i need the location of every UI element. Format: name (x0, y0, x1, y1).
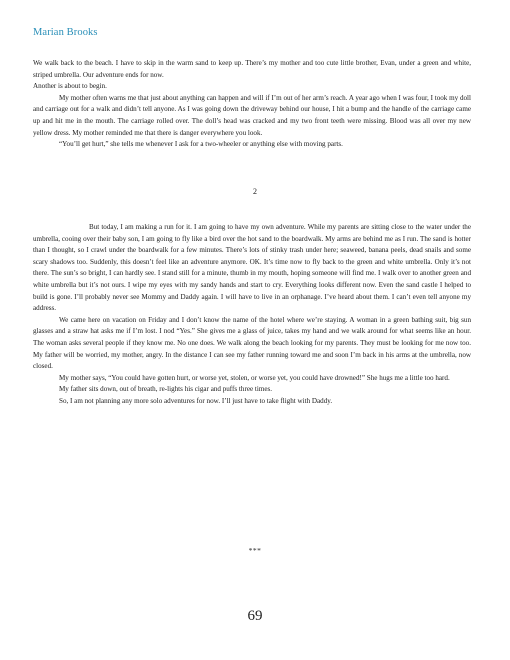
text-block-2 (33, 222, 471, 408)
page-number: 69 (247, 608, 263, 624)
paragraph: My mother often warns me that just about anything can happen and will if I’m out of her arm’s reach. A year ago when I was four, I took my doll and carriage out for a walk and didn’t tell anyone. As I was going down the driveway behind our house, I hit a bump and the handle of the carriage came up and hit me in the mouth. The carriage rolled over. The doll’s head was cracked and my two front teeth were missing. Blood was all over my new yellow dress. My mother reminded me that there is danger everywhere you look. (33, 93, 471, 137)
text-block-1 (33, 58, 471, 151)
paragraph: My father sits down, out of breath, re-lights his cigar and puffs three times. (59, 385, 273, 394)
paragraph: We walk back to the beach. I have to skip in the warm sand to keep up. There’s my mother and too cute little brother, Evan, under a green and white, striped umbrella. Our adventure ends for now. (33, 59, 471, 79)
paragraph: But today, I am making a run for it. I am going to have my own adventure. While my parents are sitting close to the water under the umbrella, cooing over their baby son, I am going to fly like a bird over the hot sand to the boardwalk. My arms are behind me as I run. The sand is hotter than I thought, so I crawl under the boardwalk for a few minutes. There’s lots of stinky trash under here; seaweed, banana peels, dead snails and some scary shadows too. Suddenly, this doesn’t feel like an adventure anymore. OK. It’s time now to fly back to the green and white umbrella. Only it’s not there. The sun’s so bright, I can hardly see. I stand still for a minute, thumb in my mouth, hoping someone will find me. I walk over to another green and white umbrella but it’s not ours. I wipe my eyes with my sandy hands and start to cry. Everything looks different now. Even the sand castle I helped to build is gone. I’ll probably never see Mommy and Daddy again. I will have to live in an orphanage. I’ve heard about them. I can’t even tell anyone my address. (33, 223, 471, 313)
running-header-author: Marian Brooks (33, 27, 98, 38)
paragraph: My mother says, “You could have gotten hurt, or worse yet, stolen, or worse yet, you could have drowned!” She hugs me a little too hard. (59, 373, 450, 382)
section-number: 2 (253, 187, 257, 196)
scene-separator: *** (248, 546, 262, 555)
paragraph: So, I am not planning any more solo adventures for now. I’ll just have to take flight with Daddy. (59, 396, 333, 405)
paragraph: “You’ll get hurt,” she tells me whenever I ask for a two-wheeler or anything else with moving parts. (59, 140, 343, 149)
paragraph: Another is about to begin. (33, 82, 107, 91)
paragraph: We came here on vacation on Friday and I don’t know the name of the hotel where we’re staying. A woman in a green bathing suit, big sun glasses and a straw hat asks me if I’m lost. I nod “Yes.” She gives me a glass of juice, takes my hand and we walk around for what seems like an hour. The woman asks several people if they know me. No one does. We walk along the beach looking for my parents. They must be looking for me now too. My father will be worried, my mother, angry. In the distance I can see my father running toward me and soon I’m back in his arms at the umbrella, now closed. (33, 315, 471, 371)
